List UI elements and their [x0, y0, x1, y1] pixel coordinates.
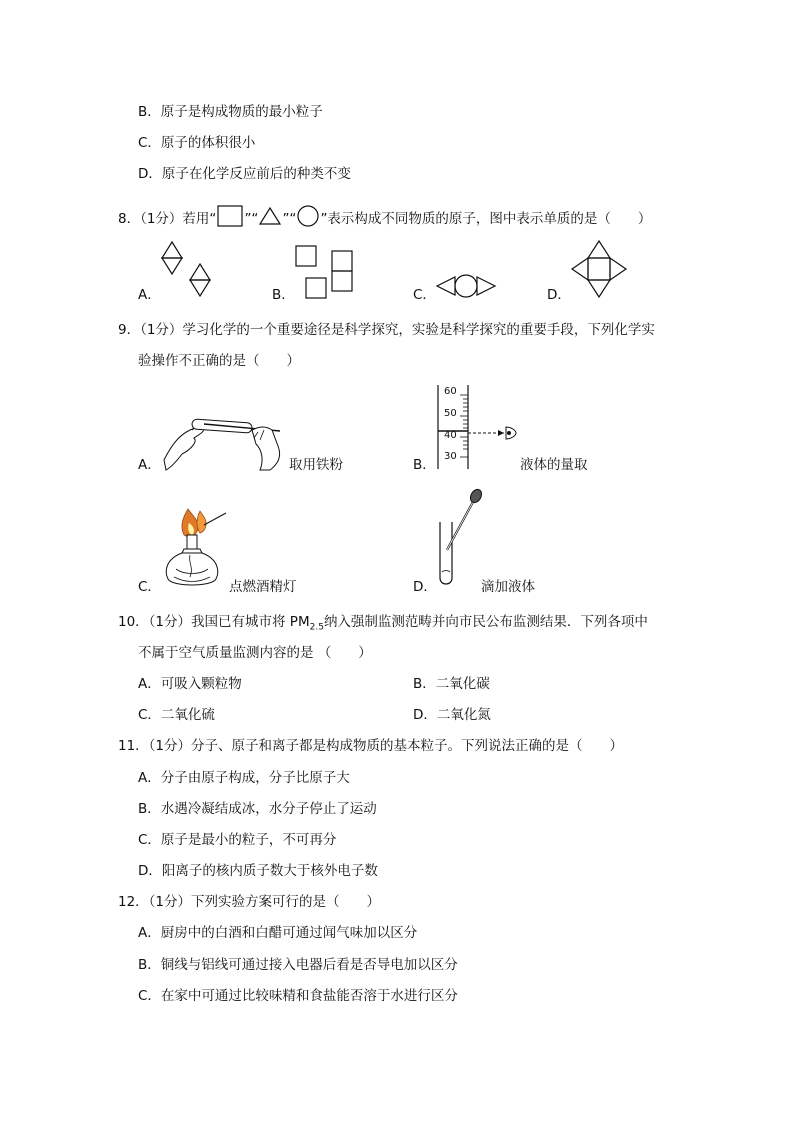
q9-option-d-label: D．: [413, 579, 437, 595]
q9-b-tick-40: 40: [444, 430, 457, 441]
q11-option-b: B．水遇冷凝结成冰，水分子停止了运动: [138, 801, 377, 817]
q9-option-b-caption: 液体的量取: [520, 457, 588, 473]
q12-option-c: C．在家中可通过比较味精和食盐能否溶于水进行区分: [138, 988, 458, 1004]
q10-stem-line1: [118, 612, 648, 638]
q9-option-c-label: C．: [138, 579, 161, 595]
q7-option-c: C．原子的体积很小: [138, 135, 256, 151]
q9-option-d-caption: 滴加液体: [481, 579, 535, 595]
square-atom-icon: [216, 205, 244, 227]
q9-option-a-label: A．: [138, 457, 161, 473]
circle-atom-icon: [296, 205, 320, 227]
q11-stem: 11．（1分）分子、原子和离子都是构成物质的基本粒子。下列说法正确的是（ ）: [118, 738, 624, 754]
q10-option-d: D．二氧化氮: [413, 707, 491, 723]
triangle-atom-icon: [258, 206, 282, 226]
q8-option-b-label: B．: [272, 287, 295, 303]
q12-option-a: A．厨房中的白酒和白醋可通过闻气味加以区分: [138, 925, 418, 941]
q9-b-tick-50: 50: [444, 408, 457, 419]
q10-option-c: C．二氧化硫: [138, 707, 215, 723]
q8-stem-post: ”表示构成不同物质的原子，图中表示单质的是（ ）: [320, 211, 652, 227]
q8-option-a-diagram: [160, 240, 216, 302]
q8-stem-pre: 8．（1分）若用“: [118, 211, 217, 227]
q12-option-b: B．铜线与铝线可通过接入电器后看是否导电加以区分: [138, 957, 458, 973]
q11-option-a: A．分子由原子构成，分子比原子大: [138, 770, 350, 786]
q12-stem: 12．（1分）下列实验方案可行的是（ ）: [118, 894, 381, 910]
q10-option-b: B．二氧化碳: [413, 676, 490, 692]
q8-option-c-diagram: [435, 274, 497, 298]
q8-stem: [118, 205, 651, 229]
q10-stem-pre: 10．（1分）我国已有城市将 PM: [118, 614, 310, 630]
q9-option-c-caption: 点燃酒精灯: [229, 579, 297, 595]
q8-option-d-diagram: [570, 238, 630, 300]
q10-option-a: A．可吸入颗粒物: [138, 676, 242, 692]
q11-option-d: D．阳离子的核内质子数大于核外电子数: [138, 863, 378, 879]
q9-b-tick-30: 30: [444, 451, 457, 462]
q8-option-b-diagram: [294, 244, 356, 300]
q9-option-a-caption: 取用铁粉: [289, 457, 343, 473]
q9-b-tick-60: 60: [444, 386, 457, 397]
q11-option-c: C．原子是最小的粒子，不可再分: [138, 832, 337, 848]
q10-stem-post: 纳入强制监测范畴并向市民公布监测结果．下列各项中: [323, 614, 648, 630]
q9-option-a-figure: [160, 400, 288, 472]
q9-stem-line1: 9．（1分）学习化学的一个重要途径是科学探究，实验是科学探究的重要手段，下列化学实: [118, 322, 655, 338]
q8-option-a-label: A．: [138, 287, 161, 303]
q10-stem-sub: 2.5: [309, 622, 324, 633]
q8-option-c-label: C．: [413, 287, 436, 303]
q10-stem-line2: 不属于空气质量监测内容的是 （ ）: [138, 645, 372, 661]
q8-option-d-label: D．: [547, 287, 571, 303]
q8-stem-mid1: ”“: [244, 211, 259, 227]
q8-stem-mid2: ”“: [282, 211, 297, 227]
q9-option-c-figure: [160, 505, 232, 595]
q7-option-b: B．原子是构成物质的最小粒子: [138, 104, 323, 120]
q7-option-d: D．原子在化学反应前后的种类不变: [138, 166, 351, 182]
q9-stem-line2: 验操作不正确的是（ ）: [138, 353, 300, 369]
q9-option-b-label: B．: [413, 457, 436, 473]
